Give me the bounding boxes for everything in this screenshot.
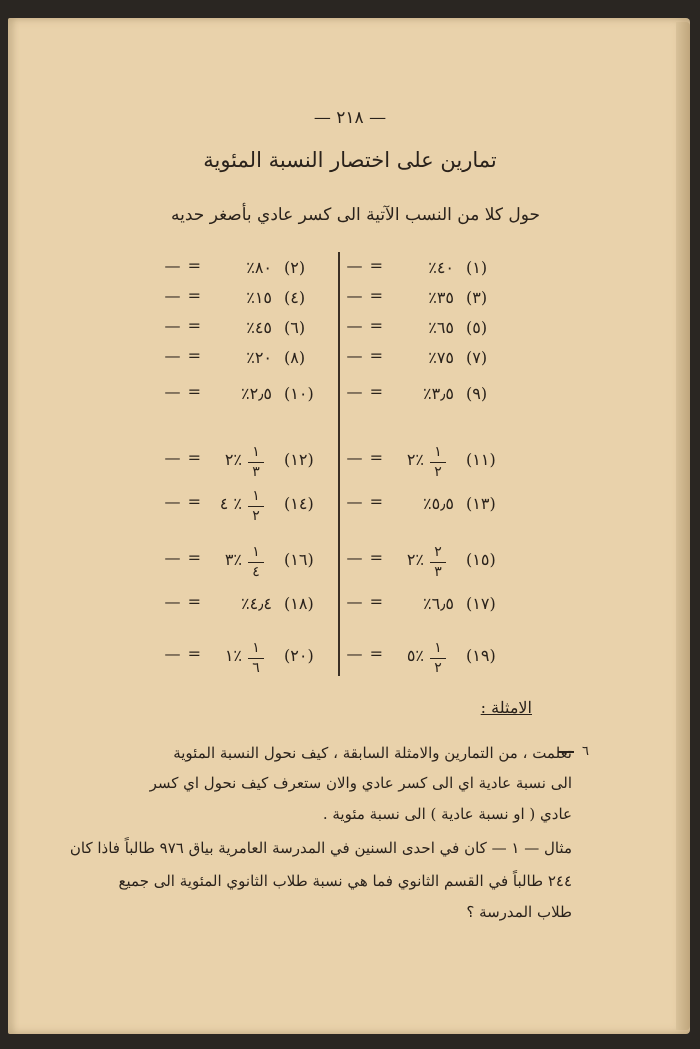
percent-value: ٤٥٪ bbox=[246, 318, 272, 337]
exercise-number: (١٧) bbox=[466, 594, 496, 613]
exercise-item bbox=[332, 314, 512, 344]
example-line: طلاب المدرسة ؟ bbox=[466, 903, 572, 921]
answer-blank: — = bbox=[164, 286, 202, 305]
fraction-bar bbox=[248, 506, 264, 507]
fraction-denominator: ٦ bbox=[252, 660, 260, 676]
paragraph-line: تعلمت ، من التمارين والامثلة السابقة ، كيف نحول النسبة المئوية bbox=[173, 744, 572, 762]
answer-blank: — = bbox=[346, 382, 384, 401]
exercise-number: (١٢) bbox=[284, 450, 314, 469]
fraction-numerator: ١ bbox=[252, 544, 260, 560]
percent-value: ٦٫٥٪ bbox=[423, 594, 454, 613]
fraction-bar bbox=[248, 658, 264, 659]
exercise-item bbox=[332, 380, 512, 410]
exercise-number: (١٣) bbox=[466, 494, 496, 513]
fraction-denominator: ٣ bbox=[252, 464, 260, 480]
answer-blank: — = bbox=[164, 492, 202, 511]
exercise-number: (١٩) bbox=[466, 646, 496, 665]
fraction-numerator: ١ bbox=[252, 640, 260, 656]
answer-blank: — = bbox=[346, 286, 384, 305]
answer-blank: — = bbox=[346, 256, 384, 275]
answer-blank: — = bbox=[164, 548, 202, 567]
exercise-item bbox=[332, 254, 512, 284]
percent-value: ٤٠٪ bbox=[428, 258, 454, 277]
fraction-denominator: ٢ bbox=[434, 464, 442, 480]
exercise-number: (٩) bbox=[466, 384, 488, 403]
exercise-number: (١٥) bbox=[466, 550, 496, 569]
exercise-item bbox=[150, 544, 330, 580]
fraction-bar bbox=[430, 562, 446, 563]
examples-heading: الامثلة : bbox=[480, 698, 532, 717]
exercise-number: (١٨) bbox=[284, 594, 314, 613]
exercise-item bbox=[332, 444, 512, 480]
page-number: — ٢١٨ — bbox=[313, 108, 387, 128]
exercise-number: (٧) bbox=[466, 348, 488, 367]
fraction-denominator: ٣ bbox=[434, 564, 442, 580]
percent-value: ١٥٪ bbox=[246, 288, 272, 307]
answer-blank: — = bbox=[346, 346, 384, 365]
fraction-denominator: ٢ bbox=[252, 508, 260, 524]
percent-value: ٪٢ bbox=[406, 450, 424, 469]
answer-blank: — = bbox=[164, 256, 202, 275]
answer-blank: — = bbox=[164, 382, 202, 401]
paragraph-line: الى نسبة عادية اي الى كسر عادي والان ستعرف كيف نحول اي كسر bbox=[149, 774, 572, 792]
exercise-item bbox=[332, 284, 512, 314]
page-title: تمارين على اختصار النسبة المئوية bbox=[203, 148, 497, 172]
answer-blank: — = bbox=[346, 548, 384, 567]
fraction-bar bbox=[248, 462, 264, 463]
fraction-bar bbox=[430, 462, 446, 463]
exercise-item bbox=[332, 590, 512, 620]
percent-value: ٣٫٥٪ bbox=[423, 384, 454, 403]
percent-value: ٤٫٤٪ bbox=[241, 594, 272, 613]
exercise-number: (١٠) bbox=[284, 384, 314, 403]
exercise-number: (٢٠) bbox=[284, 646, 314, 665]
percent-value: ٢٫٥٪ bbox=[241, 384, 272, 403]
percent-value: ٦٥٪ bbox=[428, 318, 454, 337]
percent-value: ٪١ bbox=[224, 646, 242, 665]
answer-blank: — = bbox=[346, 644, 384, 663]
fraction-bar bbox=[248, 562, 264, 563]
answer-blank: — = bbox=[346, 316, 384, 335]
fraction-numerator: ١ bbox=[434, 640, 442, 656]
instruction: حول كلا من النسب الآتية الى كسر عادي بأصغر حديه bbox=[171, 205, 540, 225]
percent-value: ٣٥٪ bbox=[428, 288, 454, 307]
exercise-item bbox=[150, 444, 330, 480]
percent-value: ٪٣ bbox=[224, 550, 242, 569]
exercise-item bbox=[150, 640, 330, 676]
percent-value: ٥٫٥٪ bbox=[423, 494, 454, 513]
exercise-item bbox=[332, 344, 512, 374]
exercise-item bbox=[150, 254, 330, 284]
exercise-number: (٥) bbox=[466, 318, 488, 337]
answer-blank: — = bbox=[164, 592, 202, 611]
exercise-number: (٨) bbox=[284, 348, 306, 367]
answer-blank: — = bbox=[346, 592, 384, 611]
percent-value: ٪ ٤ bbox=[219, 494, 242, 513]
exercise-number: (٣) bbox=[466, 288, 488, 307]
exercise-number: (١) bbox=[466, 258, 488, 277]
exercise-item bbox=[150, 344, 330, 374]
exercise-item bbox=[150, 380, 330, 410]
answer-blank: — = bbox=[346, 492, 384, 511]
fraction-bar bbox=[430, 658, 446, 659]
percent-value: ٨٠٪ bbox=[246, 258, 272, 277]
exercise-number: (٦) bbox=[284, 318, 306, 337]
answer-blank: — = bbox=[164, 448, 202, 467]
exercise-number: (١٤) bbox=[284, 494, 314, 513]
exercise-item bbox=[150, 314, 330, 344]
paragraph-line: عادي ( او نسبة عادية ) الى نسبة مئوية . bbox=[322, 805, 572, 823]
answer-blank: — = bbox=[164, 346, 202, 365]
exercise-item bbox=[332, 544, 512, 580]
exercise-item bbox=[150, 488, 330, 524]
percent-value: ٪٢ bbox=[406, 550, 424, 569]
fraction-numerator: ٢ bbox=[434, 544, 442, 560]
exercise-number: (١٦) bbox=[284, 550, 314, 569]
section-number: ٦ bbox=[582, 744, 589, 759]
example-line: ٢٤٤ طالباً في القسم الثانوي فما هي نسبة طلاب الثانوي المئوية الى جميع bbox=[118, 872, 572, 890]
answer-blank: — = bbox=[346, 448, 384, 467]
exercise-number: (٤) bbox=[284, 288, 306, 307]
exercise-item bbox=[332, 640, 512, 676]
percent-value: ٢٠٪ bbox=[246, 348, 272, 367]
fraction-numerator: ١ bbox=[252, 444, 260, 460]
percent-value: ٪٥ bbox=[406, 646, 424, 665]
answer-blank: — = bbox=[164, 644, 202, 663]
exercise-item bbox=[150, 590, 330, 620]
fraction-numerator: ١ bbox=[434, 444, 442, 460]
percent-value: ٧٥٪ bbox=[428, 348, 454, 367]
exercise-number: (٢) bbox=[284, 258, 306, 277]
answer-blank: — = bbox=[164, 316, 202, 335]
page-edge bbox=[676, 22, 690, 1030]
example-line: مثال — ١ — كان في احدى السنين في المدرسة العامرية بياق ٩٧٦ طالباً فاذا كان bbox=[69, 839, 572, 857]
percent-value: ٪٢ bbox=[224, 450, 242, 469]
fraction-denominator: ٢ bbox=[434, 660, 442, 676]
fraction-numerator: ١ bbox=[252, 488, 260, 504]
fraction-denominator: ٤ bbox=[252, 564, 260, 580]
exercise-item bbox=[332, 490, 512, 520]
exercise-number: (١١) bbox=[466, 450, 496, 469]
exercise-item bbox=[150, 284, 330, 314]
